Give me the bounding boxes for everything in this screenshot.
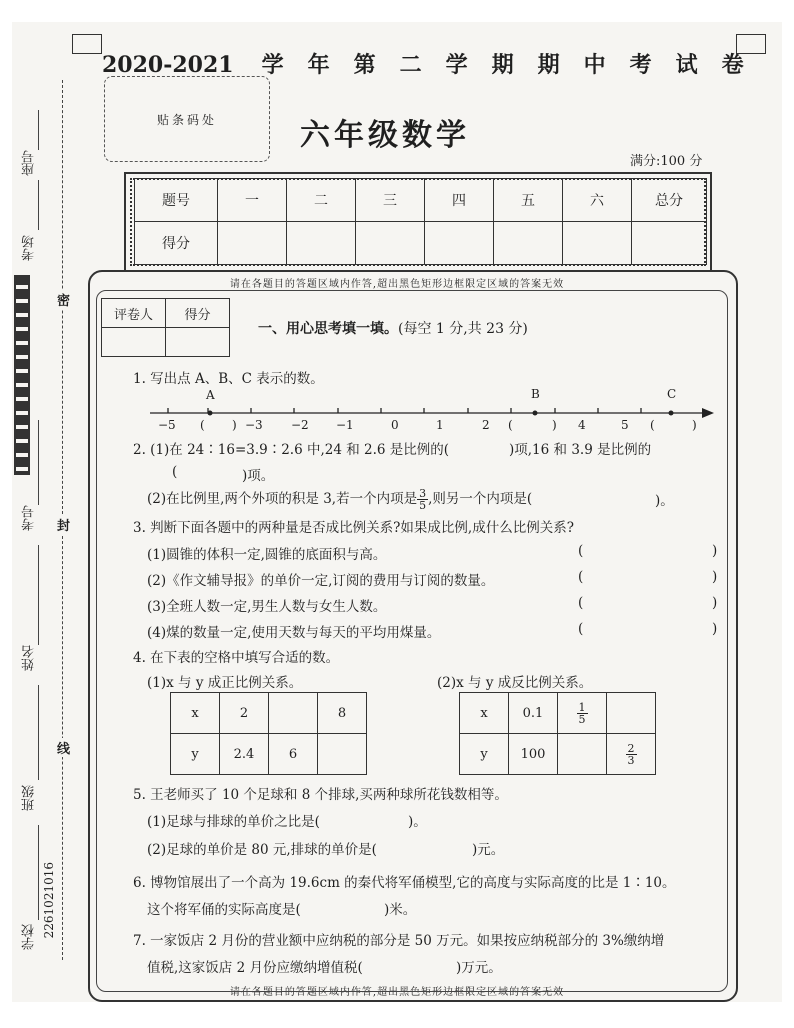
score-cell: 五 xyxy=(494,179,563,222)
class-label: 班级 xyxy=(22,785,37,811)
table-cell: y xyxy=(460,734,509,775)
q2-line1: 2. (1)在 24∶16=3.9∶2.6 中,24 和 2.6 是比例的( xyxy=(133,442,450,458)
name-line xyxy=(38,545,39,645)
tick-label: 5 xyxy=(621,418,629,432)
table-cell: 6 xyxy=(269,734,318,775)
frac-num: 2 xyxy=(627,741,635,755)
point-c-dot xyxy=(669,411,674,416)
table-blank[interactable] xyxy=(558,734,607,775)
page-title: 六年级数学 xyxy=(300,118,470,153)
score-table-header-row xyxy=(135,179,707,222)
school-line xyxy=(38,825,39,920)
tick-label: 4 xyxy=(578,418,586,432)
section-note: (每空 1 分,共 23 分) xyxy=(398,321,528,337)
score-blank[interactable] xyxy=(287,222,356,265)
fraction-1-5 xyxy=(577,702,588,725)
table-blank[interactable] xyxy=(318,734,367,775)
tick-label: −2 xyxy=(291,418,309,432)
grader-score-blank[interactable] xyxy=(166,328,230,357)
corner-box-right xyxy=(736,34,766,54)
point-a-dot xyxy=(208,411,213,416)
q4-sub1: (1)x 与 y 成正比例关系。 xyxy=(147,675,303,691)
score-blank[interactable] xyxy=(356,222,425,265)
grader-blank[interactable] xyxy=(102,328,166,357)
q7-line2: 值税,这家饭店 2 月份应缴纳增值税( xyxy=(147,960,363,976)
score-cell: 一 xyxy=(218,179,287,222)
q7-line2-end: )万元。 xyxy=(456,960,502,976)
score-cell: 得分 xyxy=(135,222,218,265)
q3-blank-close: ) xyxy=(712,569,718,585)
score-blank[interactable] xyxy=(425,222,494,265)
answer-blank-c-open: ( xyxy=(650,418,655,432)
point-a-label: A xyxy=(206,388,215,402)
exam-title: 学年第二学期期中考试卷 xyxy=(261,52,768,78)
q3-item: (3)全班人数一定,男生人数与女生人数。 xyxy=(147,599,387,615)
seat-label: 座号 xyxy=(22,150,37,176)
q3-item: (2)《作文辅导报》的单价一定,订阅的费用与订阅的数量。 xyxy=(147,573,495,589)
q3-blank-close: ) xyxy=(712,595,718,611)
answer-sheet-marks xyxy=(14,275,30,475)
frac-den: 5 xyxy=(578,712,586,726)
q2-sub2-end: )。 xyxy=(655,493,674,509)
table-cell: 2.4 xyxy=(220,734,269,775)
table-cell: y xyxy=(171,734,220,775)
score-table-score-row xyxy=(135,222,707,265)
score-cell: 总分 xyxy=(632,179,707,222)
answer-blank-b-close: ) xyxy=(552,418,557,432)
name-label: 姓名 xyxy=(22,645,37,671)
q5-sub2-end: )元。 xyxy=(472,842,505,858)
q3-blank-open: ( xyxy=(578,569,584,585)
q3-item: (4)煤的数量一定,使用天数与每天的平均用煤量。 xyxy=(147,625,441,641)
seat-line xyxy=(38,110,39,150)
grader-score-label: 得分 xyxy=(166,299,230,328)
grader-table xyxy=(101,298,230,357)
q4-sub2: (2)x 与 y 成反比例关系。 xyxy=(437,675,593,691)
answer-blank-a-open: ( xyxy=(200,418,205,432)
point-b-label: B xyxy=(531,387,540,401)
q3-blank-open: ( xyxy=(578,621,584,637)
score-cell: 六 xyxy=(563,179,632,222)
table-cell xyxy=(558,693,607,734)
q5-sub1: (1)足球与排球的单价之比是( xyxy=(147,814,320,830)
inverse-proportion-table xyxy=(459,692,656,775)
exam-no-label: 考号 xyxy=(22,505,37,531)
score-blank[interactable] xyxy=(494,222,563,265)
q2-sub2-cont: ,则另一个内项是( xyxy=(428,491,533,507)
seal-char-feng: 封 xyxy=(57,515,70,534)
q1-text: 1. 写出点 A、B、C 表示的数。 xyxy=(133,371,324,387)
score-cell: 题号 xyxy=(135,179,218,222)
table-cell xyxy=(607,734,656,775)
room-label: 考场 xyxy=(22,235,37,261)
tick-label: 0 xyxy=(391,418,399,432)
frac-den: 5 xyxy=(419,499,427,512)
school-code: 2261021016 xyxy=(42,862,56,939)
answer-blank-a-close: ) xyxy=(232,418,237,432)
point-c-label: C xyxy=(667,387,677,401)
frac-den: 3 xyxy=(627,753,635,767)
score-cell: 四 xyxy=(425,179,494,222)
fraction-3-5 xyxy=(417,488,428,511)
school-label: 学校 xyxy=(22,924,37,950)
seal-char-xian: 线 xyxy=(57,738,70,757)
answer-blank-c-close: ) xyxy=(692,418,697,432)
section-heading: 一、用心思考填一填。 xyxy=(258,321,398,337)
table-cell: 0.1 xyxy=(509,693,558,734)
table-cell: 100 xyxy=(509,734,558,775)
notice-top: 请在各题目的答题区域内作答,超出黑色矩形边框限定区域的答案无效 xyxy=(229,279,565,290)
tick-label: 1 xyxy=(436,418,444,432)
q3-blank-close: ) xyxy=(712,621,718,637)
frac-num: 3 xyxy=(419,487,427,500)
table-cell: 2 xyxy=(220,693,269,734)
direct-proportion-table xyxy=(170,692,367,775)
answer-blank-b-open: ( xyxy=(508,418,513,432)
class-line xyxy=(38,685,39,780)
score-cell: 三 xyxy=(356,179,425,222)
q6-line2: 这个将军俑的实际高度是( xyxy=(147,902,301,918)
q5-sub1-end: )。 xyxy=(408,814,427,830)
q6-line1: 6. 博物馆展出了一个高为 19.6cm 的秦代将军俑模型,它的高度与实际高度的比是 1∶10。 xyxy=(133,875,676,891)
point-b-dot xyxy=(533,411,538,416)
barcode-area: 贴条码处 xyxy=(104,76,270,162)
grader-label: 评卷人 xyxy=(102,299,166,328)
fraction-2-3 xyxy=(626,743,637,766)
full-score: 满分:100 分 xyxy=(630,154,703,169)
table-blank[interactable] xyxy=(607,693,656,734)
tick-label: 2 xyxy=(482,418,490,432)
q3-blank-open: ( xyxy=(578,543,584,559)
q2-sub2 xyxy=(147,487,532,511)
q2-line1-cont: )项,16 和 3.9 是比例的 xyxy=(509,442,652,458)
q2-blank-open: ( xyxy=(172,464,178,480)
frac-num: 1 xyxy=(578,700,586,714)
q3-blank-open: ( xyxy=(578,595,584,611)
q2-sub2-text: (2)在比例里,两个外项的积是 3,若一个内项是 xyxy=(147,491,418,507)
q5-text: 5. 王老师买了 10 个足球和 8 个排球,买两种球所花钱数相等。 xyxy=(133,787,508,803)
tick-label: −5 xyxy=(158,418,176,432)
q4-text: 4. 在下表的空格中填写合适的数。 xyxy=(133,650,340,666)
score-blank[interactable] xyxy=(218,222,287,265)
seal-char-mi: 密 xyxy=(57,290,70,309)
q5-sub2: (2)足球的单价是 80 元,排球的单价是( xyxy=(147,842,377,858)
tick-label: −1 xyxy=(336,418,354,432)
q2-line2: )项。 xyxy=(242,468,275,484)
q3-blank-close: ) xyxy=(712,543,718,559)
table-cell: x xyxy=(460,693,509,734)
q3-text: 3. 判断下面各题中的两种量是否成比例关系?如果成比例,成什么比例关系? xyxy=(133,520,574,536)
notice-bottom: 请在各题目的答题区域内作答,超出黑色矩形边框限定区域的答案无效 xyxy=(229,987,565,998)
score-cell: 二 xyxy=(287,179,356,222)
exam-header xyxy=(102,48,768,79)
score-table xyxy=(134,178,707,265)
corner-box-left xyxy=(72,34,102,54)
exam-no-line xyxy=(38,420,39,505)
table-cell: x xyxy=(171,693,220,734)
score-blank[interactable] xyxy=(632,222,707,265)
school-year: 2020-2021 xyxy=(102,52,234,78)
room-line xyxy=(38,180,39,230)
q7-line1: 7. 一家饭店 2 月份的营业额中应纳税的部分是 50 万元。如果按应纳税部分的 3%缴纳增 xyxy=(133,933,665,949)
tick-label: −3 xyxy=(245,418,263,432)
table-blank[interactable] xyxy=(269,693,318,734)
score-blank[interactable] xyxy=(563,222,632,265)
section-title xyxy=(258,318,528,338)
q3-item: (1)圆锥的体积一定,圆锥的底面积与高。 xyxy=(147,547,387,563)
table-cell: 8 xyxy=(318,693,367,734)
q6-line2-end: )米。 xyxy=(384,902,417,918)
